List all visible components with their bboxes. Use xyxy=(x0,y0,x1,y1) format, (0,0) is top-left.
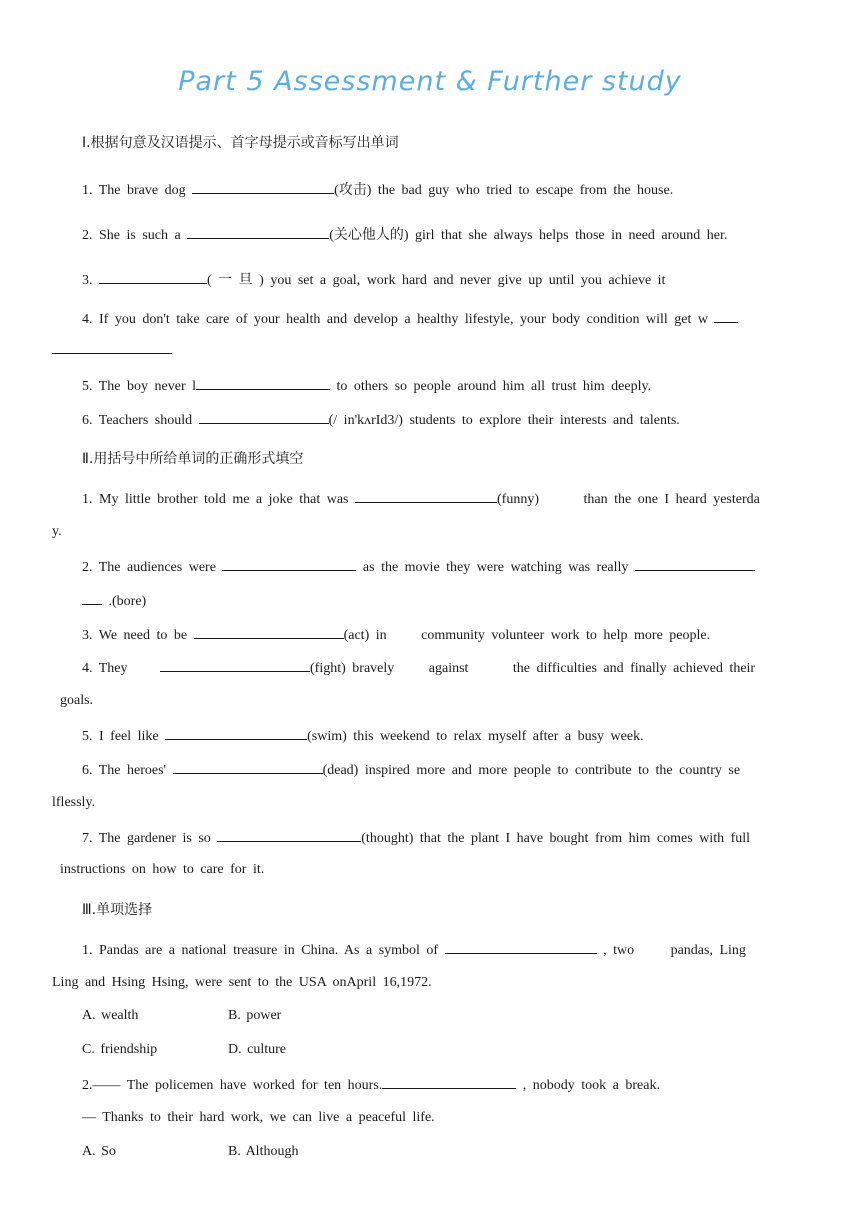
answer-blank[interactable] xyxy=(714,309,738,323)
option-d[interactable]: D. culture xyxy=(228,1042,286,1057)
s2-question-4: 4. They (fight) bravely against the difficulties and finally achieved their xyxy=(82,658,755,678)
s2-question-4-cont: goals. xyxy=(60,693,94,708)
answer-blank[interactable] xyxy=(199,410,329,424)
s3-question-1: 1. Pandas are a national treasure in China. As a symbol of , two pandas, Ling xyxy=(82,940,746,960)
answer-blank[interactable] xyxy=(52,340,172,354)
answer-blank[interactable] xyxy=(82,591,102,605)
section-1-heading: Ⅰ.根据句意及汉语提示、首字母提示或音标写出单词 xyxy=(82,135,399,151)
answer-blank[interactable] xyxy=(165,726,307,740)
answer-blank[interactable] xyxy=(217,828,361,842)
answer-blank[interactable] xyxy=(445,940,597,954)
answer-blank[interactable] xyxy=(355,489,497,503)
s2-question-1-cont: y. xyxy=(52,524,62,539)
s1-question-6: 6. Teachers should (/ in'kʌrId3/) students to explore their interests and talents. xyxy=(82,410,680,430)
s2-question-2: 2. The audiences were as the movie they were watching was really xyxy=(82,557,755,577)
s2-question-2-cont: .(bore) xyxy=(82,591,146,611)
s3-question-1-cont: Ling and Hsing Hsing, were sent to the USA onApril 16,1972. xyxy=(52,975,432,990)
s2-question-5: 5. I feel like (swim) this weekend to relax myself after a busy week. xyxy=(82,726,644,746)
option-b[interactable]: B. Although xyxy=(228,1144,299,1159)
s1-question-1: 1. The brave dog (攻击) the bad guy who tried to escape from the house. xyxy=(82,180,673,200)
page-title: Part 5 Assessment & Further study xyxy=(178,66,682,97)
option-b[interactable]: B. power xyxy=(228,1008,282,1023)
s1-question-2: 2. She is such a (关心他人的) girl that she always helps those in need around her. xyxy=(82,225,727,245)
answer-blank[interactable] xyxy=(160,658,310,672)
answer-blank[interactable] xyxy=(99,270,207,284)
s2-question-7: 7. The gardener is so (thought) that the plant I have bought from him comes with full xyxy=(82,828,750,848)
section-2-heading: Ⅱ.用括号中所给单词的正确形式填空 xyxy=(82,451,304,467)
s2-question-1: 1. My little brother told me a joke that was (funny) than the one I heard yesterda xyxy=(82,489,760,509)
option-a[interactable]: A. wealth xyxy=(82,1008,139,1023)
answer-blank[interactable] xyxy=(173,760,323,774)
section-3-heading: Ⅲ.单项选择 xyxy=(82,902,153,918)
s1-question-3: 3. ( 一 旦 ) you set a goal, work hard and never give up until you achieve it xyxy=(82,270,665,290)
answer-blank[interactable] xyxy=(192,180,334,194)
s2-question-3: 3. We need to be (act) in community volunteer work to help more people. xyxy=(82,625,710,645)
s3-question-2-reply: — Thanks to their hard work, we can live a peaceful life. xyxy=(82,1110,435,1125)
answer-blank[interactable] xyxy=(382,1075,516,1089)
s1-question-4-cont xyxy=(52,340,172,360)
s1-question-5: 5. The boy never l to others so people around him all trust him deeply. xyxy=(82,376,651,396)
s2-question-7-cont: instructions on how to care for it. xyxy=(60,862,265,877)
answer-blank[interactable] xyxy=(635,557,755,571)
answer-blank[interactable] xyxy=(187,225,329,239)
s1-question-4: 4. If you don't take care of your health and develop a healthy lifestyle, your body condition will get w xyxy=(82,309,738,329)
s3-question-2: 2.—— The policemen have worked for ten hours. , nobody took a break. xyxy=(82,1075,660,1095)
s2-question-6: 6. The heroes' (dead) inspired more and more people to contribute to the country se xyxy=(82,760,740,780)
s2-question-6-cont: lflessly. xyxy=(52,795,96,810)
answer-blank[interactable] xyxy=(194,625,344,639)
answer-blank[interactable] xyxy=(196,376,330,390)
option-c[interactable]: C. friendship xyxy=(82,1042,158,1057)
option-a[interactable]: A. So xyxy=(82,1144,116,1159)
answer-blank[interactable] xyxy=(222,557,356,571)
